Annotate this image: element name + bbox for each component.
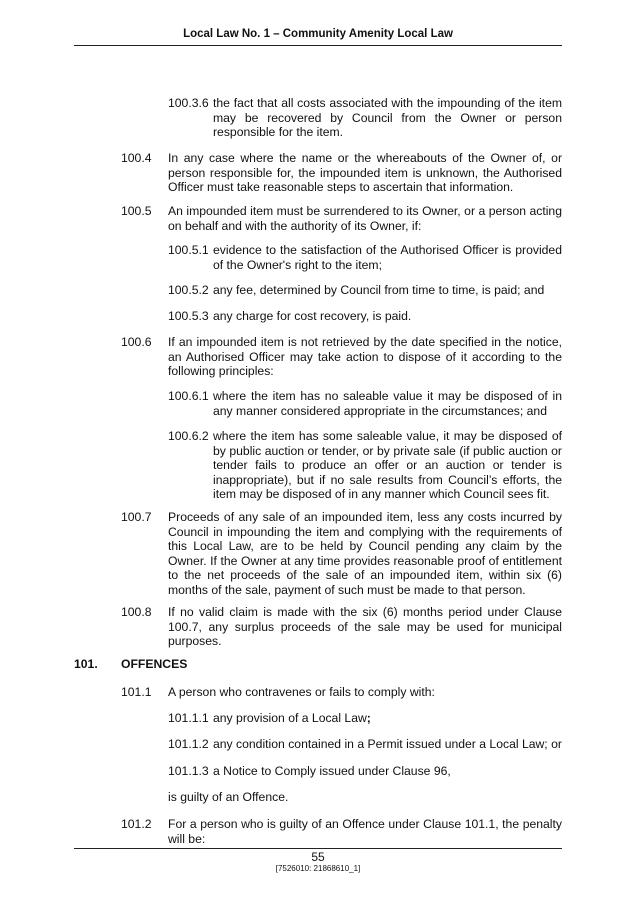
clause-text: any charge for cost recovery, is paid. — [213, 309, 412, 323]
clause-text: An impounded item must be surrendered to its Owner, or a person acting on behalf and with the authority of its Owner, if: — [168, 204, 562, 233]
clause-text: If no valid claim is made with the six (6) months period under Clause 100.7, any surplus proceeds of the sale may be used for municipal purposes. — [168, 605, 562, 649]
clause-text: If an impounded item is not retrieved by the date specified in the notice, an Authorised Officer may take action to dispose of it according to the following principles: — [168, 335, 562, 379]
clause-text: any condition contained in a Permit issued under a Local Law; or — [213, 737, 562, 751]
clause-text-body: any provision of a Local Law — [213, 711, 367, 725]
clause-number: 101.1.1 — [168, 711, 209, 725]
clause-number: 101.1.2 — [168, 737, 209, 751]
clause-number: 101.1 — [121, 685, 152, 699]
clause-number: 101.2 — [121, 817, 152, 831]
clause-text: In any case where the name or the whereabouts of the Owner of, or person responsible for, the impounded item is unknown, the Authorised Officer must take reasonable steps to ascertain that information. — [168, 151, 562, 195]
clause-text: For a person who is guilty of an Offence under Clause 101.1, the penalty will be: — [168, 817, 562, 846]
clause-number: 100.5.1 — [168, 243, 209, 257]
clause-text: any fee, determined by Council from time to time, is paid; and — [213, 283, 545, 297]
clause-number: 100.7 — [121, 510, 152, 524]
clause-number: 100.8 — [121, 605, 152, 619]
clause-text: Proceeds of any sale of an impounded item, less any costs incurred by Council in impounding the item and complying with the requirements of this Local Law, are to be held by Council pending any claim by the Owner. If the Owner at any time provides reasonable proof of entitlement to the net proceeds of the sale of an impounded item, within six (6) months of the sale, payment of such must be made to that person. — [168, 510, 562, 597]
clause-text: where the item has no saleable value it may be disposed of in any manner considered appropriate in the circumstances; and — [213, 389, 562, 418]
clause-number: 100.6 — [121, 335, 152, 349]
clause-number: 100.5 — [121, 204, 152, 218]
running-header: Local Law No. 1 – Community Amenity Local Law — [183, 28, 453, 40]
clause-text — [213, 711, 562, 726]
document-reference: [7526010: 21868610_1] — [275, 864, 361, 873]
clause-text: where the item has some saleable value, it may be disposed of by public auction or tender, or by private sale (if public auction or tender fails to produce an offer or an auction or tender is inappropriate), but if no sale results from Council’s efforts, the item may be disposed of in any manner which Council sees fit. — [213, 429, 562, 502]
clause-number: 101.1.3 — [168, 764, 209, 778]
clause-text: a Notice to Comply issued under Clause 96, — [213, 764, 451, 778]
section-heading: OFFENCES — [121, 657, 188, 671]
footer-divider — [74, 848, 562, 849]
section-number: 101. — [74, 657, 98, 671]
header-divider — [74, 45, 562, 46]
clause-text: A person who contravenes or fails to comply with: — [168, 685, 435, 699]
clause-number: 100.4 — [121, 151, 152, 165]
clause-text-tail: ; — [366, 711, 371, 725]
clause-text: the fact that all costs associated with the impounding of the item may be recovered by Council from the Owner or person responsible for the item. — [213, 96, 562, 140]
clause-text: evidence to the satisfaction of the Authorised Officer is provided of the Owner's right to the item; — [213, 243, 562, 272]
clause-number: 100.6.1 — [168, 389, 209, 403]
clause-text: is guilty of an Offence. — [168, 790, 289, 804]
clause-number: 100.3.6 — [168, 96, 209, 110]
clause-number: 100.6.2 — [168, 429, 209, 443]
clause-number: 100.5.2 — [168, 283, 209, 297]
clause-number: 100.5.3 — [168, 309, 209, 323]
page-number: 55 — [311, 850, 325, 864]
